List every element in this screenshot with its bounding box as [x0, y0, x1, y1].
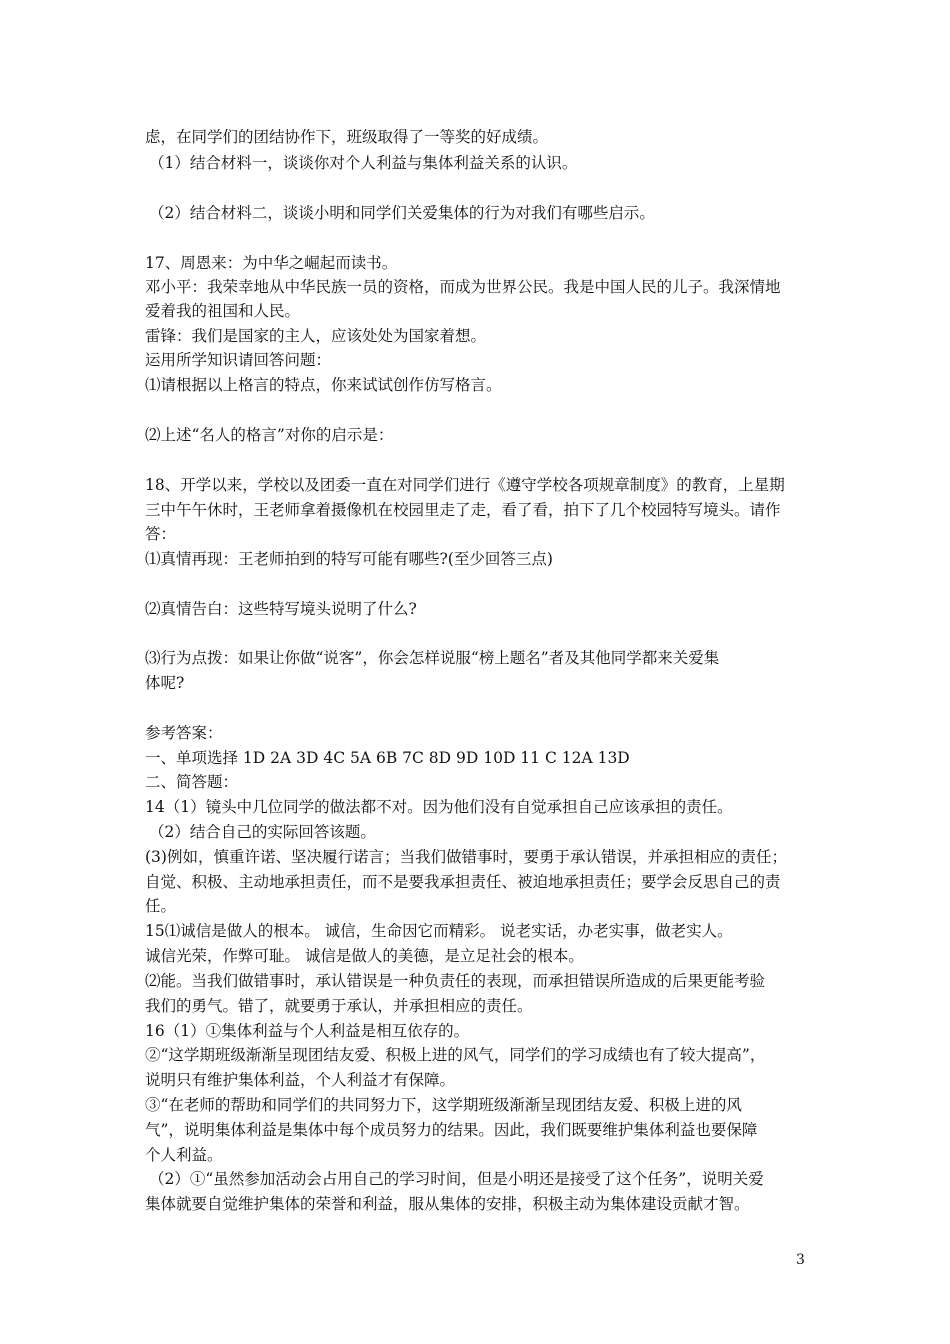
text-line: （2）结合自己的实际回答该题。 [149, 823, 376, 841]
text-line: 体呢? [145, 674, 185, 692]
text-line: ⑴请根据以上格言的特点，你来试试创作仿写格言。 [145, 376, 502, 394]
text-line: 18、开学以来，学校以及团委一直在对同学们进行《遵守学校各项规章制度》的教育，上星期 [145, 476, 785, 494]
text-line: 诚信光荣，作弊可耻。 诚信是做人的美德，是立足社会的根本。 [145, 947, 584, 965]
text-line: 集体就要自觉维护集体的荣誉和利益，服从集体的安排，积极主动为集体建设贡献才智。 [145, 1195, 750, 1213]
text-line: （2）结合材料二，谈谈小明和同学们关爱集体的行为对我们有哪些启示。 [149, 204, 655, 222]
text-line: 参考答案： [145, 724, 223, 742]
text-line: (3)例如，慎重许诺、坚决履行诺言；当我们做错事时，要勇于承认错误，并承担相应的责任； [145, 848, 787, 866]
text-line: ⑵上述“名人的格言”对你的启示是： [145, 426, 394, 444]
text-line: 17、周恩来：为中华之崛起而读书。 [145, 254, 398, 272]
text-line: 邓小平：我荣幸地从中华民族一员的资格，而成为世界公民。我是中国人民的儿子。我深情地 [145, 278, 781, 296]
text-line: 个人利益。 [145, 1146, 223, 1164]
text-line: ⑶行为点拨：如果让你做“说客”，你会怎样说服“榜上题名”者及其他同学都来关爱集 [145, 649, 720, 667]
text-line: 16（1）①集体利益与个人利益是相互依存的。 [145, 1022, 470, 1040]
text-line: 15⑴诚信是做人的根本。 诚信，生命因它而精彩。 说老实话，办老实事，做老实人。 [145, 922, 733, 940]
text-line: 任。 [145, 897, 177, 915]
page-number: 3 [796, 1252, 805, 1268]
text-line: 我们的勇气。错了，就要勇于承认，并承担相应的责任。 [145, 997, 533, 1015]
text-line: 14（1）镜头中几位同学的做法都不对。因为他们没有自觉承担自己应该承担的责任。 [145, 798, 733, 816]
text-line: ⑵真情告白：这些特写境头说明了什么? [145, 600, 417, 618]
text-line: 虑，在同学们的团结协作下，班级取得了一等奖的好成绩。 [145, 128, 549, 146]
text-line: ⑴真情再现：王老师拍到的特写可能有哪些?(至少回答三点) [145, 550, 553, 568]
text-line: 气”，说明集体利益是集体中每个成员努力的结果。因此，我们既要维护集体利益也要保障 [145, 1121, 758, 1139]
text-line: ③“在老师的帮助和同学们的共同努力下，这学期班级渐渐呈现团结友爱、积极上进的风 [145, 1096, 742, 1114]
text-line: 一、单项选择 1D 2A 3D 4C 5A 6B 7C 8D 9D 10D 11 C 12A 13D [145, 749, 630, 767]
text-line: 运用所学知识请回答问题： [145, 351, 332, 369]
text-line: 说明只有维护集体利益，个人利益才有保障。 [145, 1071, 456, 1089]
text-line: ⑵能。当我们做错事时，承认错误是一种负责任的表现，而承担错误所造成的后果更能考验 [145, 972, 766, 990]
text-line: 雷锋：我们是国家的主人，应该处处为国家着想。 [145, 327, 487, 345]
text-line: 爱着我的祖国和人民。 [145, 302, 301, 320]
text-line: 答： [145, 525, 177, 543]
text-line: （2）①“虽然参加活动会占用自己的学习时间，但是小明还是接受了这个任务”，说明关爱 [149, 1170, 764, 1188]
text-line: （1）结合材料一，谈谈你对个人利益与集体利益关系的认识。 [149, 154, 578, 172]
text-line: 自觉、积极、主动地承担责任，而不是要我承担责任、被迫地承担责任；要学会反思自己的责 [145, 873, 781, 891]
text-line: 二、简答题： [145, 773, 239, 791]
text-line: ②“这学期班级渐渐呈现团结友爱、积极上进的风气，同学们的学习成绩也有了较大提高”， [145, 1046, 766, 1064]
text-line: 三中午午休时，王老师拿着摄像机在校园里走了走，看了看，拍下了几个校园特写境头。请作 [145, 501, 781, 519]
